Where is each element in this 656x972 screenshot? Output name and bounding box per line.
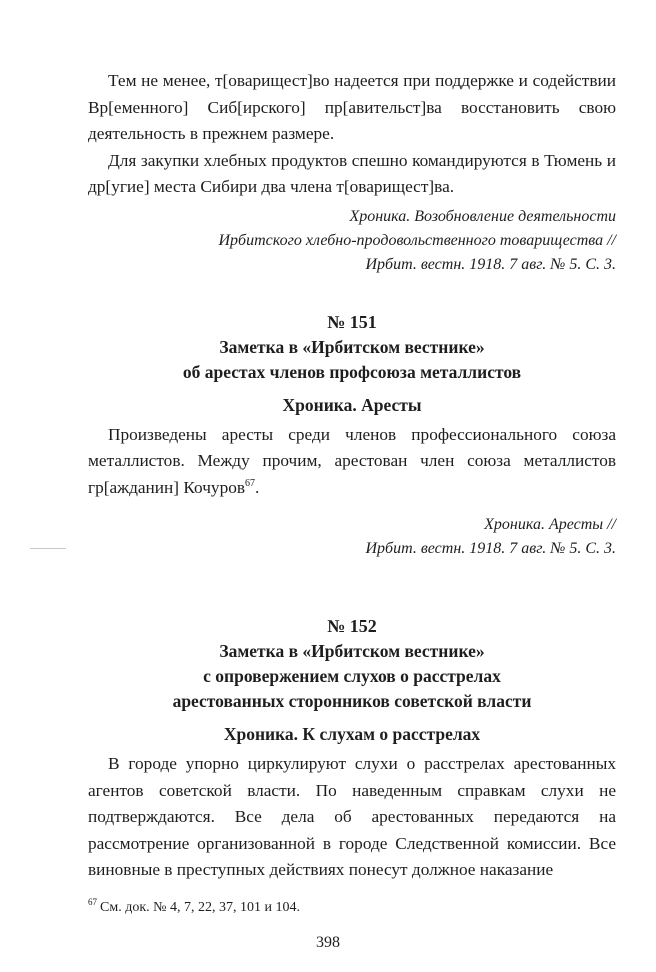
source-line: Хроника. Аресты // — [484, 516, 616, 533]
intro-paragraph-2: Для закупки хлебных продуктов спешно командируются в Тюмень и др[угие] места Сибири два члена т[оварищест]ва. — [88, 150, 616, 196]
doc-151-body-end: . — [255, 477, 260, 497]
scan-mark — [30, 548, 66, 549]
doc-152-body: В городе упорно циркулируют слухи о расстрелах арестованных агентов советской власти. По наведенным справкам слухи не подтверждаются. Все дела об арестованных передаются на рассмотрение организованной в городе Следственной комиссии. Все виновные в преступных действиях понесут должное наказание — [88, 754, 616, 879]
doc-151-body-text: Произведены аресты среди членов профессионального союза металлистов. Между прочим, арестован член союза металлистов гр[ажданин] Кочуров — [88, 424, 616, 497]
doc-152-subheading: Хроника. К слухам о расстрелах — [223, 724, 481, 744]
footnote-ref: 67 — [245, 477, 256, 489]
intro-paragraph-1: Тем не менее, т[оварищест]во надеется при поддержке и содействии Вр[еменного] Сиб[ирского] пр[авительст]ва восстановить свою деятельность в прежнем размере. — [88, 71, 616, 143]
doc-151-number: № 151 — [327, 311, 377, 332]
doc-151-source-citation — [88, 513, 616, 561]
heading-line: Заметка в «Ирбитском вестнике» — [219, 641, 485, 661]
heading-line: арестованных сторонников советской власти — [172, 691, 532, 711]
source-line: Ирбитского хлебно-продовольственного товарищества // — [218, 231, 616, 249]
heading-line: Заметка в «Ирбитском вестнике» — [219, 336, 485, 357]
source-line: Ирбит. вестн. 1918. 7 авг. № 5. С. 3. — [365, 540, 616, 557]
doc-151-body — [88, 422, 616, 502]
doc-152-number: № 152 — [327, 616, 377, 636]
heading-line: об арестах членов профсоюза металлистов — [182, 361, 522, 382]
doc-152-heading — [88, 639, 616, 714]
footnote-text: См. док. № 4, 7, 22, 37, 101 и 104. — [100, 900, 300, 915]
doc-151-heading — [88, 335, 616, 385]
doc-151-subheading: Хроника. Аресты — [282, 394, 422, 415]
heading-line: с опровержением слухов о расстрелах — [203, 666, 501, 686]
source-line: Ирбит. вестн. 1918. 7 авг. № 5. С. 3. — [365, 255, 616, 273]
page-number: 398 — [316, 934, 340, 951]
footnote-mark: 67 — [88, 897, 97, 908]
footnote — [88, 899, 300, 917]
source-line: Хроника. Возобновление деятельности — [349, 207, 616, 225]
intro-source-citation — [88, 205, 616, 277]
